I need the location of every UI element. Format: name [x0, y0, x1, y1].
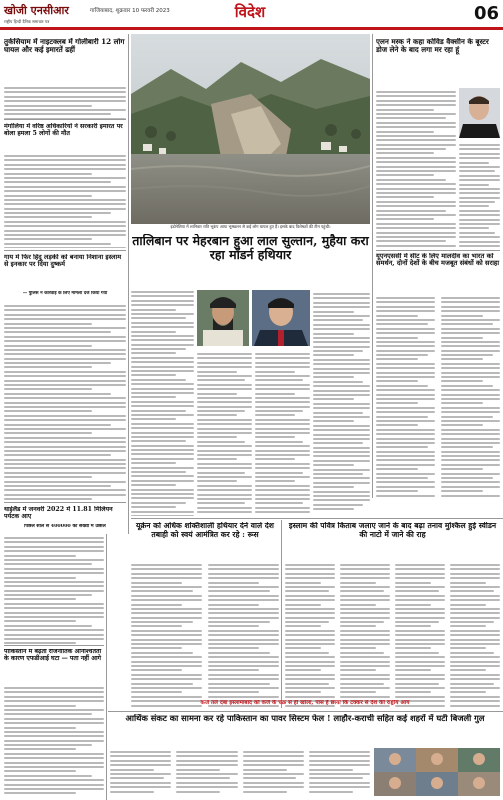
body-text-lines [131, 291, 194, 516]
story-pak-uncertain [4, 649, 104, 683]
pakistan-leaders-photo [374, 748, 500, 796]
story-mongolia-body [4, 152, 126, 248]
body-text-lines [450, 564, 500, 709]
headline: यूएनएससी में सीट के लिए मालदीव का भारत को समर्थन, दोनों देशों के बीच मजबूत संबंधों को सराहा [376, 253, 500, 268]
story-islam-book [285, 522, 500, 558]
divider [4, 502, 126, 503]
body-text-lines [395, 564, 445, 709]
people-collage-image [374, 748, 500, 796]
taliban-leader-photo [197, 290, 249, 346]
story-ukraine [131, 522, 279, 558]
body-text-lines [376, 91, 456, 247]
headline: तुर्कसियाम में नाइटक्लब में गोलीबारी 12 लोग घायल और कई इमारतें ढहीं [4, 38, 125, 55]
story-fire-girl-kicker [4, 291, 126, 301]
brand-tagline: राष्ट्रीय हिन्दी दैनिक समाचार पत्र [4, 19, 50, 24]
column-rule [106, 534, 107, 800]
divider [4, 250, 126, 251]
page-number: 06 [473, 3, 499, 24]
divider [108, 711, 503, 712]
story-ukraine-body [131, 561, 279, 709]
story-musk [376, 38, 500, 84]
body-text-lines [4, 305, 126, 500]
section-title: विदेश [234, 3, 266, 21]
divider [4, 119, 126, 120]
body-text-lines [4, 687, 104, 794]
story-turkey [4, 38, 126, 84]
body-text-lines [459, 144, 500, 247]
story-growth-kicker [4, 524, 126, 533]
masthead [0, 0, 503, 30]
story-pak-debt [110, 700, 500, 710]
body-text-lines [243, 751, 304, 795]
headline: तालिबान पर मेहरबान हुआ लाल सुल्तान, मुहैया करा रहा मॉडर्न हथियार [132, 234, 369, 262]
headline: यूक्रेन को अधिक शक्तिशाली हथियार देने वाले देश तबाही को स्वयं आमंत्रित कर रहे : रूस [136, 522, 274, 539]
divider [376, 250, 500, 251]
person-image [459, 88, 500, 138]
body-text-lines [285, 564, 335, 709]
story-mongolia [4, 123, 126, 151]
brand-logo: खोजी एनसीआर [4, 4, 69, 17]
headline: थाईलैंड में जनवरी 2022 में 11.81 मिलियन पर्यटक आए [4, 506, 113, 521]
body-text-lines [255, 353, 310, 513]
story-pak-power-body [110, 748, 370, 796]
story-taliban-body-a [131, 288, 194, 516]
flood-landslide-image [131, 34, 370, 224]
person-image [252, 290, 310, 346]
column-rule [281, 520, 282, 708]
story-fire-girl-body [4, 302, 126, 502]
body-text-lines [176, 751, 237, 795]
body-text-lines [340, 564, 390, 709]
kicker: पिछले साल से 400000 की संख्या में उछाल [24, 524, 106, 529]
body-text-lines [441, 297, 500, 499]
body-text-lines [313, 293, 370, 510]
xi-jinping-photo [252, 290, 310, 346]
masthead-rule [0, 27, 503, 30]
story-turkey-body [4, 84, 126, 119]
divider [4, 645, 104, 646]
body-text-lines [208, 564, 279, 709]
headline: आर्थिक संकट का सामना कर रहे पाकिस्तान का पावर सिस्टम फेल ! लाहौर-कराची सहित कई शहरों में घटी बिजली गुल [125, 714, 485, 723]
story-un-seat [376, 253, 500, 291]
column-rule [372, 34, 373, 498]
headline: पाकिस्तान में बढ़ती राजनीतिक अनिश्चितता के कारण एफडीआई घटा — पता नहीं आगे [4, 649, 102, 662]
headline: मंगोलिया में वरिष्ठ अधिकारियों ने सरकारी इमारत पर बोला हमला 5 लोगों की मौत [4, 123, 123, 138]
column-rule [128, 34, 129, 534]
body-text-lines [309, 751, 370, 795]
story-pak-power [110, 714, 500, 744]
photo-caption: इंडोनेशिया में शानिवार रात्रि भूकंप आया भूस्खलन से कई लोग घायल हुए हैं। इसके बाद विशेषज्ञों की टीम पहुंची। [131, 224, 370, 232]
story-fire-girl [4, 254, 126, 290]
person-image [197, 290, 249, 346]
story-un-seat-body [376, 294, 500, 504]
body-text-lines [110, 751, 171, 795]
brand-block [4, 3, 69, 25]
musk-photo [459, 88, 500, 138]
story-musk-body-2 [459, 141, 500, 248]
story-growth [4, 506, 126, 524]
headline: गाय में फिर हिंदू लड़की को बनाया निशाना इस्लाम से इनकार पर दिया दुष्कर्म [4, 254, 122, 269]
headline: इस्लाम की पवित्र किताब जलाए जाने के बाद बढ़ा तनाव मुश्किल हुई स्वीडन की नाटो में जाने की राह [288, 522, 497, 539]
headline: एलन मस्क ने कहा कोविड वैक्सीन के बूस्टर डोज लेने के बाद लगा मर रहा हूं [376, 38, 489, 55]
headline: कर्ज तले दबा इस्लामाबाद को कर्ज के चक्र से ही खोला, पास है छाया कि टक्कर से देश की राष्ट्रीय आय [200, 700, 410, 706]
body-text-lines [4, 537, 104, 644]
story-taliban-body-c [255, 350, 310, 516]
story-pak-uncertain-body [4, 684, 104, 796]
kicker: — पुलिस ने कार्रवाई के लिए मामला दर्ज किया गया [22, 291, 108, 296]
issue-date: गाजियाबाद, शुक्रवार 10 फरवरी 2023 [90, 8, 170, 14]
story-taliban-body-d [313, 290, 370, 516]
story-taliban-body-b [197, 350, 252, 516]
story-taliban-headline [131, 234, 370, 284]
story-islam-book-body [285, 561, 500, 709]
body-text-lines [197, 353, 252, 513]
body-text-lines [4, 155, 126, 248]
story-growth-body [4, 534, 104, 644]
body-text-lines [4, 87, 126, 119]
flood-photo [131, 34, 370, 224]
body-text-lines [376, 297, 435, 499]
divider [131, 518, 503, 519]
story-musk-body [376, 88, 456, 248]
body-text-lines [131, 564, 202, 709]
